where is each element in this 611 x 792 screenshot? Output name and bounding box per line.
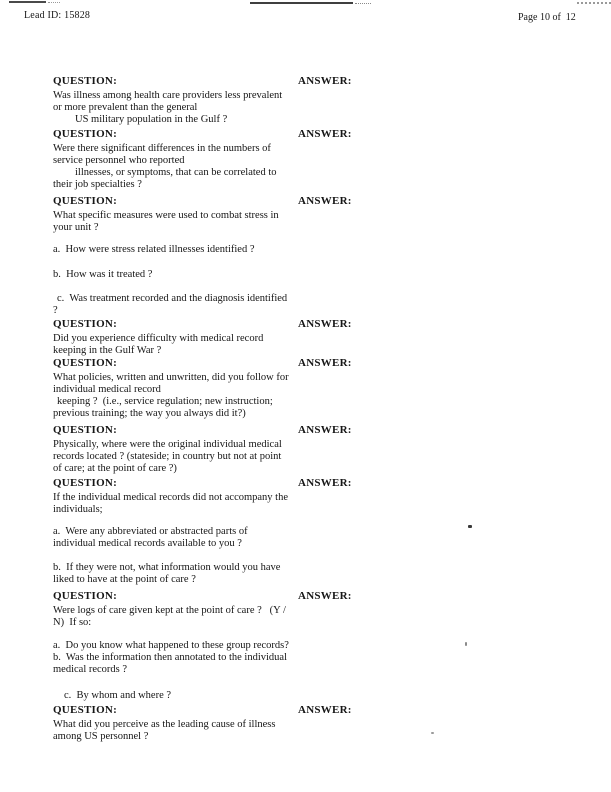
page-number-label: Page 10 of 12 bbox=[518, 12, 576, 23]
question-text-line: What specific measures were used to combat stress in bbox=[53, 210, 279, 221]
question-text-line: your unit ? bbox=[53, 222, 99, 233]
question-label: QUESTION: bbox=[53, 128, 117, 140]
question-text-line: a. How were stress related illnesses identified ? bbox=[53, 244, 255, 255]
qa-header-row bbox=[53, 590, 483, 602]
content bbox=[53, 75, 483, 743]
question-text-line: Were there significant differences in the numbers of bbox=[53, 143, 271, 154]
question-text-line: b. How was it treated ? bbox=[53, 269, 153, 280]
question-text-line: or more prevalent than the general bbox=[53, 102, 198, 113]
question-text-line: keeping ? (i.e., service regulation; new instruction; bbox=[57, 396, 273, 407]
question-text-line: c. By whom and where ? bbox=[64, 690, 172, 701]
question-text-line: individual medical record bbox=[53, 384, 161, 395]
question-label: QUESTION: bbox=[53, 195, 117, 207]
question-text-line: among US personnel ? bbox=[53, 731, 149, 742]
question-text-line: What did you perceive as the leading cause of illness bbox=[53, 719, 276, 730]
question-text-line: illnesses, or symptoms, that can be correlated to bbox=[75, 167, 277, 178]
question-text-line: individuals; bbox=[53, 504, 103, 515]
question-text-line: ? bbox=[53, 305, 58, 316]
question-text-line: previous training; the way you always did it?) bbox=[53, 408, 246, 419]
answer-label: ANSWER: bbox=[298, 477, 352, 489]
question-label: QUESTION: bbox=[53, 477, 117, 489]
question-text-line: of care; at the point of care ?) bbox=[53, 463, 177, 474]
question-text-line: Physically, where were the original individual medical bbox=[53, 439, 282, 450]
question-text-line: US military population in the Gulf ? bbox=[75, 114, 228, 125]
question-text-line: N) If so: bbox=[53, 617, 92, 628]
answer-label: ANSWER: bbox=[298, 75, 352, 87]
scan-artifact-line bbox=[355, 3, 371, 4]
question-text-line: a. Were any abbreviated or abstracted parts of bbox=[53, 526, 248, 537]
qa-header-row bbox=[53, 318, 483, 330]
question-text-line: b. If they were not, what information would you have bbox=[53, 562, 281, 573]
answer-label: ANSWER: bbox=[298, 318, 352, 330]
question-text-line: a. Do you know what happened to these group records? bbox=[53, 640, 289, 651]
question-text-line: What policies, written and unwritten, did you follow for bbox=[53, 372, 289, 383]
question-text-line: medical records ? bbox=[53, 664, 128, 675]
answer-label: ANSWER: bbox=[298, 704, 352, 716]
question-text-line: Were logs of care given kept at the point of care ? (Y / bbox=[53, 605, 286, 616]
question-text-line: Did you experience difficulty with medical record bbox=[53, 333, 264, 344]
question-text-line: liked to have at the point of care ? bbox=[53, 574, 196, 585]
scan-artifact-line bbox=[250, 2, 353, 4]
question-text-line: their job specialties ? bbox=[53, 179, 142, 190]
lead-id-label: Lead ID: 15828 bbox=[24, 10, 91, 21]
qa-header-row bbox=[53, 128, 483, 140]
qa-header-row bbox=[53, 424, 483, 436]
scan-artifact-line bbox=[9, 1, 46, 3]
qa-header-row bbox=[53, 704, 483, 716]
answer-label: ANSWER: bbox=[298, 357, 352, 369]
question-label: QUESTION: bbox=[53, 357, 117, 369]
question-text-line: If the individual medical records did not accompany the bbox=[53, 492, 289, 503]
question-label: QUESTION: bbox=[53, 75, 117, 87]
question-label: QUESTION: bbox=[53, 704, 117, 716]
question-text-line: records located ? (stateside; in country but not at point bbox=[53, 451, 282, 462]
question-label: QUESTION: bbox=[53, 590, 117, 602]
qa-header-row bbox=[53, 357, 483, 369]
scan-artifact-line bbox=[577, 2, 611, 4]
question-text-line: service personnel who reported bbox=[53, 155, 185, 166]
question-label: QUESTION: bbox=[53, 318, 117, 330]
question-text-line: b. Was the information then annotated to the individual bbox=[53, 652, 287, 663]
answer-label: ANSWER: bbox=[298, 128, 352, 140]
question-label: QUESTION: bbox=[53, 424, 117, 436]
answer-label: ANSWER: bbox=[298, 590, 352, 602]
question-text-line: keeping in the Gulf War ? bbox=[53, 345, 162, 356]
question-text-line: c. Was treatment recorded and the diagnosis identified bbox=[57, 293, 288, 304]
answer-label: ANSWER: bbox=[298, 424, 352, 436]
scan-artifact-line bbox=[48, 2, 60, 3]
qa-header-row bbox=[53, 477, 483, 489]
question-text-line: Was illness among health care providers less prevalent bbox=[53, 90, 283, 101]
qa-header-row bbox=[53, 195, 483, 207]
qa-header-row bbox=[53, 75, 483, 87]
answer-label: ANSWER: bbox=[298, 195, 352, 207]
question-text-line: individual medical records available to you ? bbox=[53, 538, 242, 549]
